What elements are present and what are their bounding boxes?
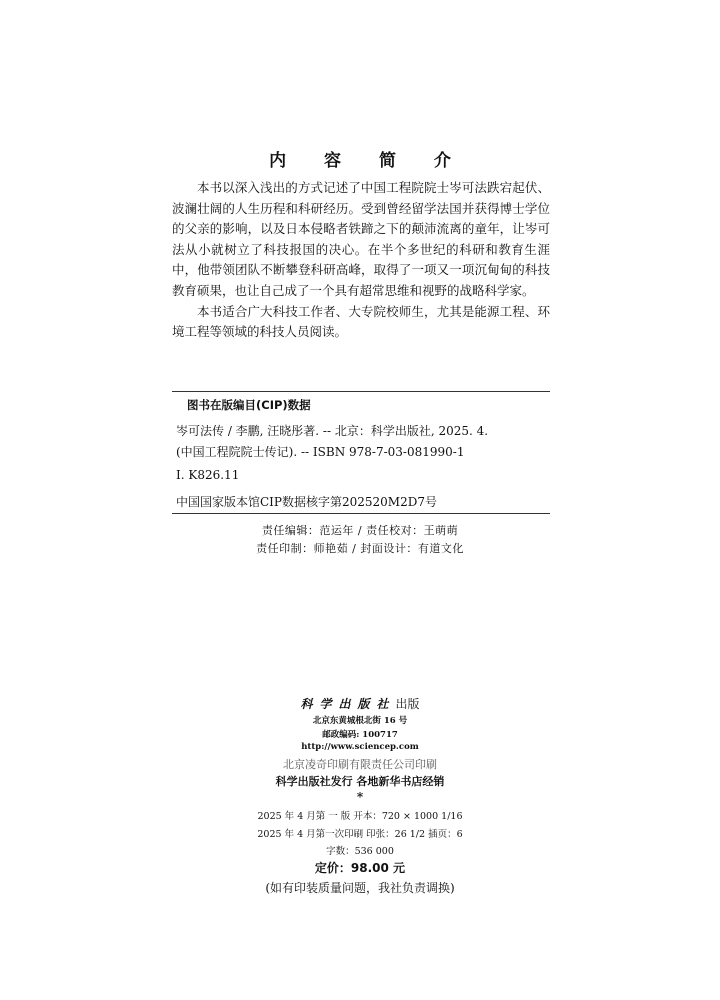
- publisher-line: [0, 693, 720, 712]
- word-count: 字数：536 000: [326, 846, 394, 857]
- publisher-suffix: 出版: [395, 697, 420, 711]
- publisher-address: 北京东黄城根北街 16 号: [312, 716, 408, 726]
- quality-note: (如有印装质量问题，我社负责调换): [265, 881, 455, 895]
- printer: 北京凌奇印刷有限责任公司印刷: [283, 758, 437, 771]
- distribution: 科学出版社发行 各地新华书店经销: [275, 775, 445, 788]
- cip-line: 中国国家版本馆CIP数据核字第202520M2D7号: [176, 495, 437, 509]
- cip-line: (中国工程院院士传记). -- ISBN 978-7-03-081990-1: [176, 445, 465, 459]
- cip-line: Ⅰ. K826.11: [176, 468, 240, 482]
- separator-star: *: [356, 790, 364, 804]
- page-title: 内 容 简 介: [269, 151, 467, 171]
- price: 定价：98.00 元: [314, 861, 406, 875]
- publisher-brand: 科学出版社: [300, 697, 396, 711]
- cip-line: 岑可法传 / 李鹏, 汪晓彤著. -- 北京：科学出版社, 2025. 4.: [176, 424, 489, 438]
- publisher-postcode: 邮政编码: 100717: [322, 730, 398, 740]
- editor-credits: 责任编辑：范运年 / 责任校对：王萌萌: [261, 524, 459, 537]
- cip-top-rule: [172, 391, 550, 392]
- printing-info: 2025 年 4 月第一次印刷 印张：26 1/2 插页：6: [257, 829, 463, 840]
- production-credits: 责任印制：师艳茹 / 封面设计：有道文化: [256, 542, 464, 555]
- publisher-url: http://www.sciencep.com: [301, 742, 419, 752]
- intro-paragraph: 本书以深入浅出的方式记述了中国工程院院士岑可法跌宕起伏、波澜壮阔的人生历程和科研经历。受到曾经留学法国并获得博士学位的父亲的影响，以及日本侵略者铁蹄之下的颠沛流离的童年，让岑可法从小就树立了科技报国的决心。在半个多世纪的科研和教育生涯中，他带领团队不断攀登科研高峰，取得了一项又一项沉甸甸的科技教育硕果，也让自己成了一个具有超常思维和视野的战略科学家。: [172, 180, 550, 298]
- intro-paragraph: 本书适合广大科技工作者、大专院校师生，尤其是能源工程、环境工程等领域的科技人员阅读。: [172, 303, 550, 340]
- cip-heading: 图书在版编目(CIP)数据: [187, 398, 311, 412]
- cip-bottom-rule: [172, 513, 550, 514]
- edition-info: 2025 年 4 月第 一 版 开本：720 × 1000 1/16: [257, 811, 463, 822]
- book-introduction: [172, 178, 550, 343]
